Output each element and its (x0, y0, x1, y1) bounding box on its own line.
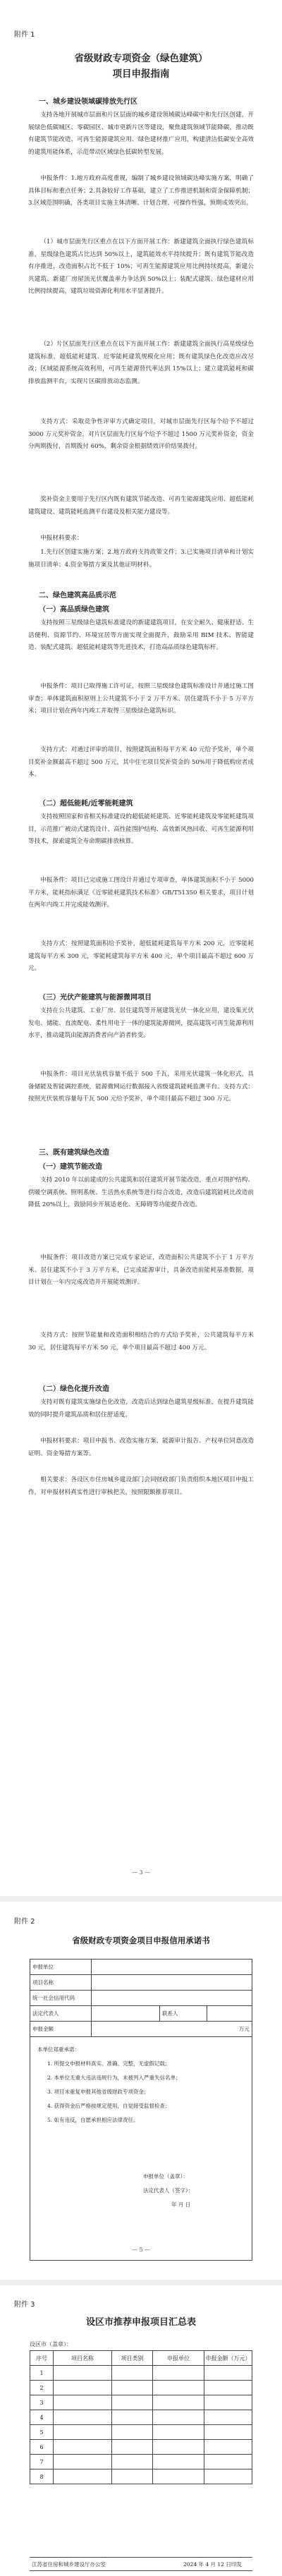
table-cell[interactable] (204, 2469, 252, 2484)
form-value[interactable] (92, 1991, 252, 2006)
annex-label: 附件 3 (14, 2301, 35, 2309)
footer-issuer: 江苏省住房和城乡建设厅办公室 (32, 2561, 106, 2568)
section-heading-1: 一、城乡建设领域碳排放先行区 (39, 98, 137, 106)
paragraph: 申报条件：1.地方政府高度重视，编制了城乡建设领域碳达峰实施方案，明确了具体目标和重点任务；2.具备较好工作基础，建立了工作推进机制和资金保障机制；3.区域范围明确，各类项目实施主体清晰、计划合理、可操作性强，预期成效突出。 (28, 175, 254, 207)
form-value[interactable] (92, 2006, 160, 2022)
footer-rule (30, 2570, 252, 2571)
commitment-line: 3. 项目未重复申报其他省级财政专项资金； (47, 2089, 149, 2095)
table-cell[interactable] (112, 2440, 153, 2455)
subsection-heading: （一）高品质绿色建筑 (39, 606, 109, 614)
page-2 (0, 1901, 282, 2268)
table-cell[interactable] (153, 2440, 204, 2455)
table-cell[interactable] (112, 2395, 153, 2410)
table-cell[interactable] (112, 2469, 153, 2484)
paragraph: 申报材料要求：项目申报书、改造实施方案、能源审计报告、产权单位同意改造证明、资金筹措方案等。 (28, 1438, 254, 1457)
paragraph: 支持方式：对通过评审的项目，按照建筑面积每平方米 40 元给予奖补，单个项目奖补金额最高不超过 500 万元，其中住宅项目奖补资金的 50%用于降低购房者成本。 (28, 746, 254, 778)
table-row (30, 2425, 252, 2440)
commitment-cell (30, 2037, 252, 2261)
paragraph: 申报材料要求： (40, 535, 83, 542)
commitment-line: 1. 所提交申报材料真实、准确、完整，无虚假记载； (47, 2060, 171, 2067)
table-cell[interactable] (204, 2366, 252, 2381)
table-cell[interactable] (153, 2455, 204, 2469)
table-cell[interactable] (153, 2425, 204, 2440)
table-cell[interactable] (54, 2440, 112, 2455)
page-divider (0, 2280, 282, 2285)
paragraph: 支持方式：按照节能量和改造面积相结合的方式给予奖补，公共建筑每平方米 30 元，居住建筑每平方米 50 元，单个项目最高不超过 400 万元。 (28, 1332, 254, 1351)
summary-title: 设区市推荐申报项目汇总表 (85, 2317, 196, 2328)
annex-label: 附件 1 (14, 31, 35, 39)
table-cell: 3 (30, 2395, 54, 2410)
table-cell: 8 (30, 2469, 54, 2484)
paragraph: 支持对既有建筑实施绿色化改造，改造后达到绿色建筑星级标准，在提升建筑能效的同时提升建筑品质和居住舒适度。 (28, 1399, 254, 1418)
table-cell[interactable] (153, 2366, 204, 2381)
paragraph: 支持 2010 年以前建成的公共建筑和居住建筑开展节能改造，重点对围护结构、供暖空调系统、照明系统、生活热水系统等进行综合改造，改造后建筑能耗比改造前降低 20%以上，鼓励同步开展适老化、无障碍等功能提升改造。 (28, 1177, 254, 1208)
paragraph: （2）片区层面先行区重点在以下方面开展工作：新建建筑全面执行高星级绿色建筑标准，超低能耗建筑、近零能耗建筑规模化应用；既有建筑绿色化改造应改尽改；区域能源系统高效利用，可再生能源替代率达到 15%以上；建立建筑能耗和碳排放监测平台，实现片区碳排放动态监测。 (28, 341, 254, 385)
section-heading-3: 三、既有建筑绿色改造 (39, 1149, 109, 1157)
table-cell[interactable] (54, 2366, 112, 2381)
column-header: 序号 (30, 2351, 54, 2366)
paragraph: 支持在公共建筑、工业厂房、居住建筑等开展建筑光伏一体化应用，建设集光伏发电、储能、直流配电、柔性用电于一体的建筑能源微网，提高建筑可再生能源利用水平，推动建筑由能源消费者向产消者转变。 (28, 1007, 254, 1039)
table-row (30, 2395, 252, 2410)
table-row (30, 2440, 252, 2455)
table-cell: 1 (30, 2366, 54, 2381)
table-cell[interactable] (112, 2455, 153, 2469)
paragraph: 相关要求：各设区市住房城乡建设部门会同财政部门负责组织本地区项目申报工作，对申报材料真实性进行审核把关，按照限额推荐项目。 (28, 1476, 254, 1496)
annex-label: 附件 2 (14, 1918, 35, 1926)
table-row (30, 2366, 252, 2381)
table-cell: 6 (30, 2440, 54, 2455)
table-row (30, 2410, 252, 2425)
table-cell[interactable] (153, 2469, 204, 2484)
table-cell[interactable] (204, 2440, 252, 2455)
date-label: 年 月 日 (171, 2201, 191, 2208)
table-cell[interactable] (112, 2366, 153, 2381)
form-title: 省级财政专项资金项目申报信用承诺书 (72, 1936, 210, 1945)
table-cell: 5 (30, 2425, 54, 2440)
paragraph: 申报条件：项目光伏装机容量不低于 500 千瓦，采用光伏建筑一体化形式，具备储能及智能调控系统，能源微网运行数据接入省级建筑能耗监测平台。支持方式：按照光伏装机容量每千瓦 500 元给予奖补，单个项目最高不超过 300 万元。 (28, 1071, 254, 1102)
paragraph: 1.先行区创建实施方案；2.地方政府支持政策文件；3.已实施项目清单和计划实施项目清单；4.资金筹措方案及其他证明材料。 (28, 549, 254, 569)
table-cell[interactable] (54, 2425, 112, 2440)
form-label: 统一社会信用代码 (30, 1991, 92, 2006)
commitment-heading: 本单位郑重承诺： (37, 2046, 80, 2053)
table-cell[interactable] (54, 2395, 112, 2410)
commitment-line: 5. 如有违反，自愿承担相应法律责任。 (47, 2117, 139, 2123)
table-cell[interactable] (153, 2410, 204, 2425)
table-cell[interactable] (204, 2455, 252, 2469)
subsection-heading: （二）绿色化提升改造 (39, 1385, 109, 1393)
commitment-line: 4. 获得资金后严格按规定使用，自觉接受监督检查； (47, 2103, 171, 2109)
table-cell[interactable] (54, 2410, 112, 2425)
column-header: 项目类别 (112, 2351, 153, 2366)
footer-rule (30, 2557, 252, 2558)
table-cell[interactable] (204, 2410, 252, 2425)
form-label: 申报金额 (30, 2022, 92, 2037)
page-number: — 3 — (131, 1869, 151, 1876)
section-heading-2: 二、绿色建筑高品质示范 (39, 592, 116, 600)
table-cell[interactable] (54, 2469, 112, 2484)
table-cell[interactable] (153, 2381, 204, 2395)
page-3 (0, 2285, 282, 2576)
subsection-heading: （二）超低能耗/近零能耗建筑 (39, 800, 133, 808)
paragraph: 奖补资金主要用于先行区内既有建筑节能改造、可再生能源建筑应用、超低能耗建筑建设、建筑能耗监测平台建设及相关能力建设等。 (28, 496, 254, 516)
table-cell: 2 (30, 2381, 54, 2395)
document-title-line2: 项目申报指南 (112, 68, 170, 80)
table-cell[interactable] (153, 2395, 204, 2410)
paragraph: 支持方式：采取竞争性评审方式确定项目，对城市层面先行区每个给予不超过 3000 万元奖补资金，对片区层面先行区每个给予不超过 1500 万元奖补资金，资金分两期拨付，首期拨付 60%，剩余资金根据绩效评价结果拨付。 (28, 418, 254, 450)
table-cell[interactable] (204, 2425, 252, 2440)
subsection-heading: （一）建筑节能改造 (39, 1163, 102, 1171)
summary-table (30, 2350, 252, 2484)
form-label: 申报单位 (30, 1960, 92, 1975)
paragraph: 支持按照国家和省相关标准建设的超低能耗建筑、近零能耗建筑及零能耗建筑项目，示范推广被动式建筑设计、高性能围护结构、高效新风热回收、可再生能源利用等技术，探索建筑全寿命期碳排放核算。 (28, 813, 254, 845)
column-header: 项目名称 (54, 2351, 112, 2366)
legal-rep-label: 法定代表人（签字）： (143, 2187, 194, 2194)
column-header: 申报金额（万元） (204, 2351, 252, 2366)
table-cell[interactable] (112, 2381, 153, 2395)
document-title-line1: 省级财政专项资金（绿色建筑） (74, 53, 208, 64)
table-cell[interactable] (204, 2395, 252, 2410)
form-label: 法定代表人 (30, 2006, 92, 2022)
paragraph: 申报条件：项目已取得施工许可证，按照三星级绿色建筑标准设计并通过施工图审查；单体建筑面积原则上公共建筑不小于 2 万平方米、居住建筑不小于 5 万平方米；项目计划在两年内竣工并取得三星级绿色建筑标识。 (28, 683, 254, 715)
form-value[interactable] (92, 1960, 252, 1975)
table-row (30, 2455, 252, 2469)
page-number: — 5 — (131, 2247, 151, 2253)
city-label: 设区市（盖章）： (30, 2341, 72, 2347)
form-value[interactable] (92, 1975, 252, 1991)
form-value[interactable] (207, 2006, 252, 2022)
table-cell[interactable] (204, 2381, 252, 2395)
commitment-form-table (30, 1959, 252, 2261)
footer-date: 2024 年 4 月 12 日印发 (183, 2561, 242, 2568)
table-cell[interactable] (54, 2455, 112, 2469)
table-cell: 4 (30, 2410, 54, 2425)
table-cell[interactable] (54, 2381, 112, 2395)
paragraph: 支持按照三星级绿色建筑标准建设的新建建筑项目，在安全耐久、健康舒适、生活便利、资源节约、环境宜居等方面实现全面提升，鼓励采用 BIM 技术、智能建造、装配式建筑、超低能耗建筑等先进技术，打造高品质绿色建筑标杆。 (28, 619, 254, 651)
signature-label: 申报单位（盖章）： (143, 2173, 188, 2180)
paragraph: 支持各地开展城市层面和片区层面的城乡建设领域碳达峰碳中和先行区创建，开展绿色低碳城区、零碳园区、城市更新片区等建设，聚焦建筑领域节能降碳，推动既有建筑节能改造、可再生能源建筑应用、绿色建材推广应用，构建清洁低碳安全高效的建筑用能体系，示范带动区域绿色低碳转型发展。 (28, 111, 254, 156)
subsection-heading: （三）光伏产能建筑与能源微网项目 (39, 994, 152, 1002)
table-header-row (30, 2351, 252, 2366)
form-label: 项目名称 (30, 1975, 92, 1991)
commitment-line: 2. 本单位无重大违法违规行为，未被列入严重失信名单； (47, 2074, 181, 2081)
amount-unit: 万元 (92, 2022, 252, 2037)
form-label: 联系人 (160, 2006, 207, 2022)
table-cell[interactable] (112, 2410, 153, 2425)
column-header: 申报单位 (153, 2351, 204, 2366)
paragraph: 支持方式：按照建筑面积给予奖补，超低能耗建筑每平方米 200 元，近零能耗建筑每平方米 300 元，零能耗建筑每平方米 400 元，单个项目最高不超过 600 万元。 (28, 940, 254, 972)
table-row (30, 2469, 252, 2484)
paragraph: 申报条件：项目已完成施工图设计并通过专项审查，单体建筑面积不小于 5000 平方米，能耗指标满足《近零能耗建筑技术标准》GB/T51350 相关要求，项目计划在两年内竣工并完成能效测评。 (28, 877, 254, 909)
paragraph: （1）城市层面先行区重点在以下方面开展工作：新建建筑全面执行绿色建筑标准，星级绿色建筑占比达到 50%以上，建筑能效水平持续提升；既有建筑节能改造有序推进，改造面积占比不低于 10%；可再生能源建筑应用比例持续提高，新建公共建筑、新建厂房屋顶光伏覆盖率力争达到 50%以上；装配式建筑、绿色建材应用比例持续提高，建筑垃圾资源化利用水平显著提升。 (28, 238, 254, 295)
table-cell: 7 (30, 2455, 54, 2469)
table-cell[interactable] (112, 2425, 153, 2440)
table-row (30, 2381, 252, 2395)
paragraph: 申报条件：项目改造方案已完成专家论证，改造面积公共建筑不小于 1 万平方米、居住建筑不小于 3 万平方米，已完成能源审计，具备改造前能耗基准数据，项目计划在一年内完成改造并开展能效测评。 (28, 1254, 254, 1286)
